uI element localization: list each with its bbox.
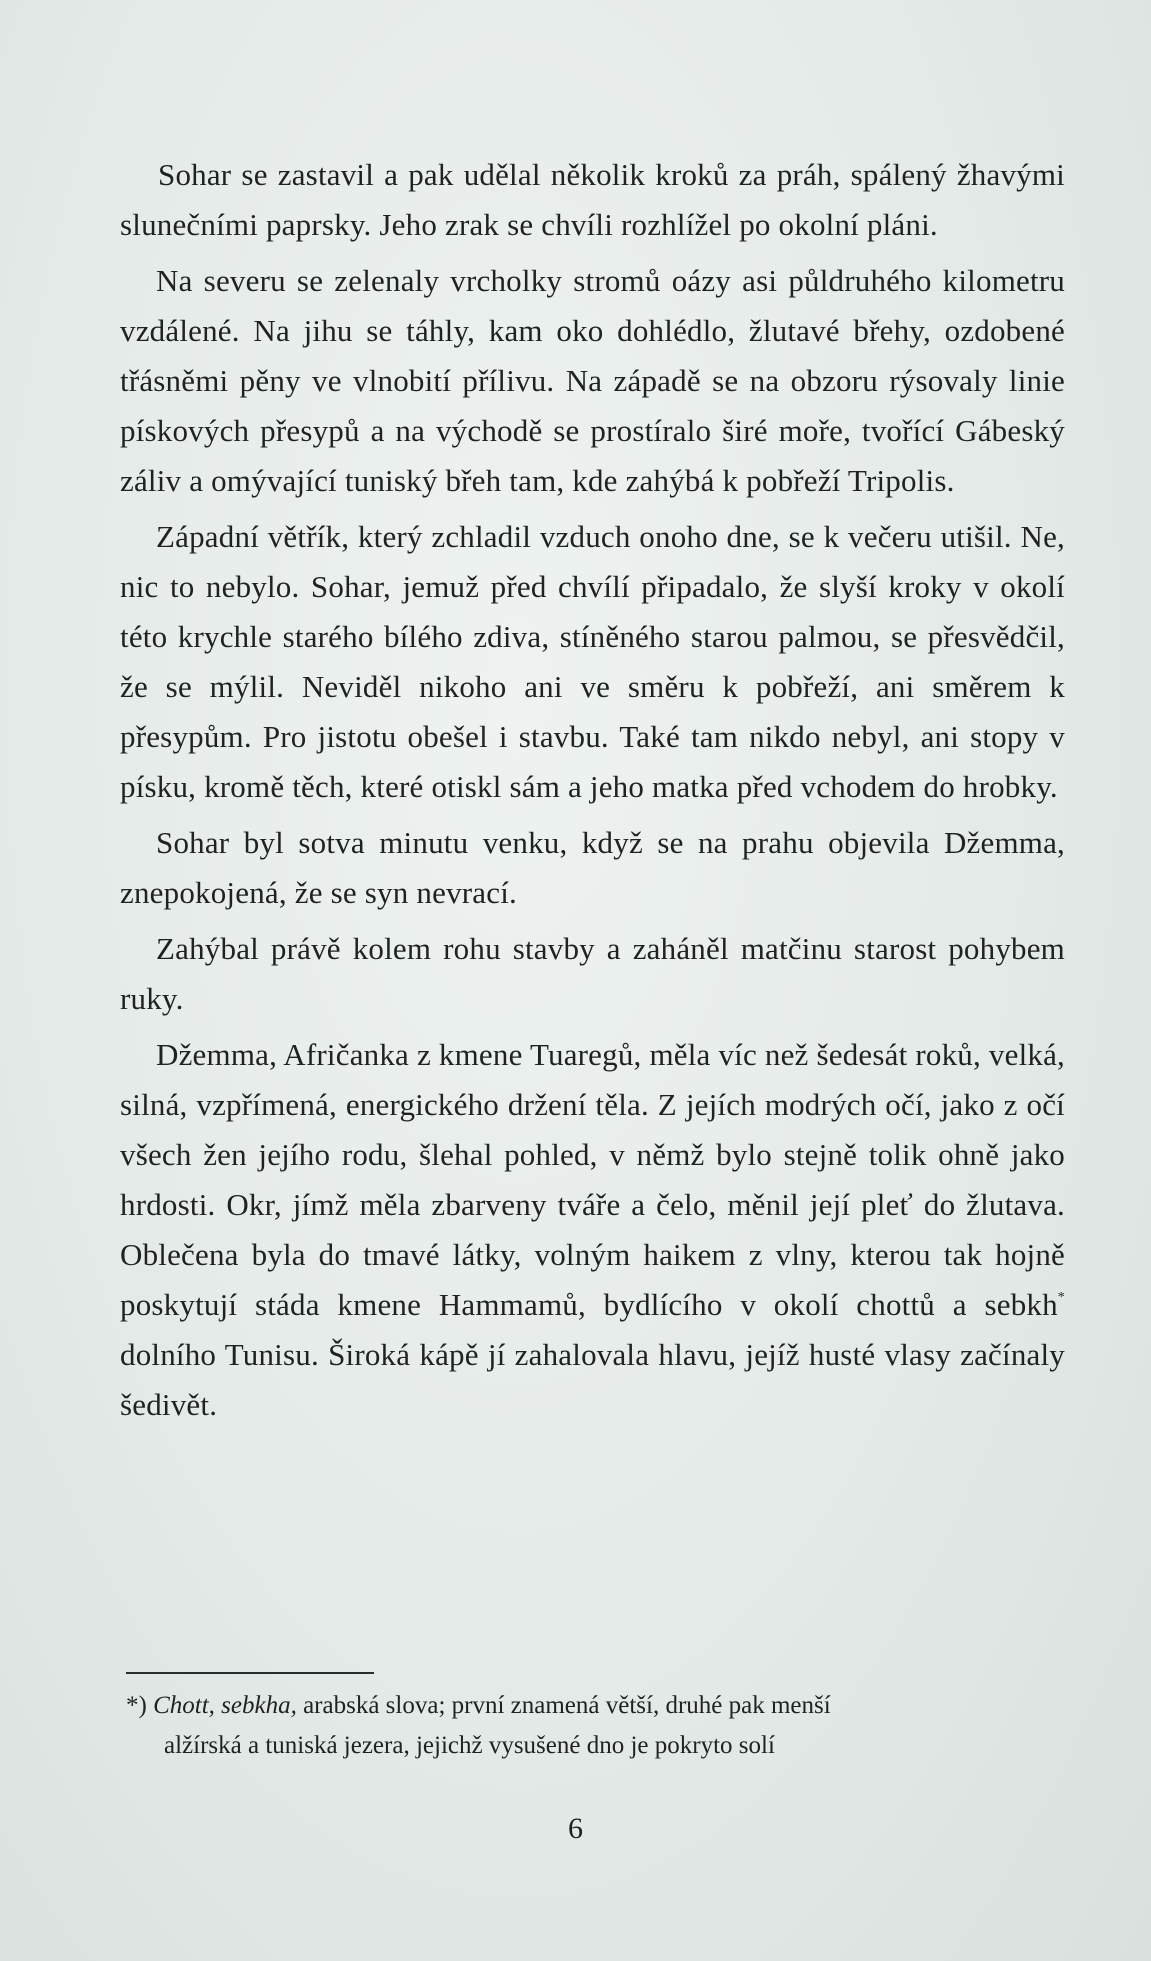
- footnote-divider: [126, 1672, 374, 1674]
- footnote-line: [126, 1686, 1066, 1726]
- paragraph: Sohar se zastavil a pak udělal několik kroků za práh, spálený žhavými slunečními paprsky. Jeho zrak se chvíli rozhlížel po okolní pláni.: [120, 157, 1065, 242]
- paragraph-text: dolního Tunisu. Široká kápě jí zahalovala hlavu, jejíž husté vlasy začínaly šedivět.: [120, 1337, 1065, 1422]
- footnote-marker: *): [126, 1692, 147, 1719]
- footnote: [126, 1686, 1066, 1766]
- paragraph-text: Džemma, Afričanka z kmene Tuaregů, měla víc než šedesát roků, velká, silná, vzpřímená, energického držení těla. Z jejích modrých očí, jako z očí všech žen jejího rodu, šlehal pohled, v němž bylo stejně tolik ohně jako hrdosti. Okr, jímž měla zbarveny tváře a čelo, měnil její pleť do žlutava. Oblečena byla do tmavé látky, volným haikem z vlny, kterou tak hojně poskytují stáda kmene Hammamů, bydlícího v okolí chottů a sebkh: [120, 1037, 1065, 1322]
- footnote-reference: *: [1057, 1290, 1065, 1305]
- paragraph: Zahýbal právě kolem rohu stavby a zaháněl matčinu starost pohybem ruky.: [120, 931, 1065, 1016]
- paragraph-last: [120, 1030, 1065, 1430]
- footnote-terms: Chott, sebkha,: [153, 1692, 297, 1719]
- footnote-line: alžírská a tuniská jezera, jejichž vysušené dno je pokryto solí: [164, 1732, 775, 1759]
- paragraph: Na severu se zelenaly vrcholky stromů oázy asi půldruhého kilometru vzdálené. Na jihu se táhly, kam oko dohlédlo, žlutavé břehy, ozdobené třásněmi pěny ve vlnobití přílivu. Na západě se na obzoru rýsovaly linie pískových přesypů a na východě se prostíralo širé moře, tvořící Gábeský záliv a omývající tuniský břeh tam, kde zahýbá k pobřeží Tripolis.: [120, 263, 1065, 498]
- paragraph: Sohar byl sotva minutu venku, když se na prahu objevila Džemma, znepokojená, že se syn nevrací.: [120, 825, 1065, 910]
- paragraph: Západní větřík, který zchladil vzduch onoho dne, se k večeru utišil. Ne, nic to nebylo. Sohar, jemuž před chvílí připadalo, že slyší kroky v okolí této krychle starého bílého zdiva, stíněného starou palmou, se přesvědčil, že se mýlil. Neviděl nikoho ani ve směru k pobřeží, ani směrem k přesypům. Pro jistotu obešel i stavbu. Také tam nikdo nebyl, ani stopy v písku, kromě těch, které otiskl sám a jeho matka před vchodem do hrobky.: [120, 519, 1065, 804]
- main-text: [120, 150, 1065, 1436]
- page-number: 6: [568, 1812, 583, 1845]
- footnote-text: arabská slova; první znamená větší, druhé pak menší: [296, 1692, 831, 1719]
